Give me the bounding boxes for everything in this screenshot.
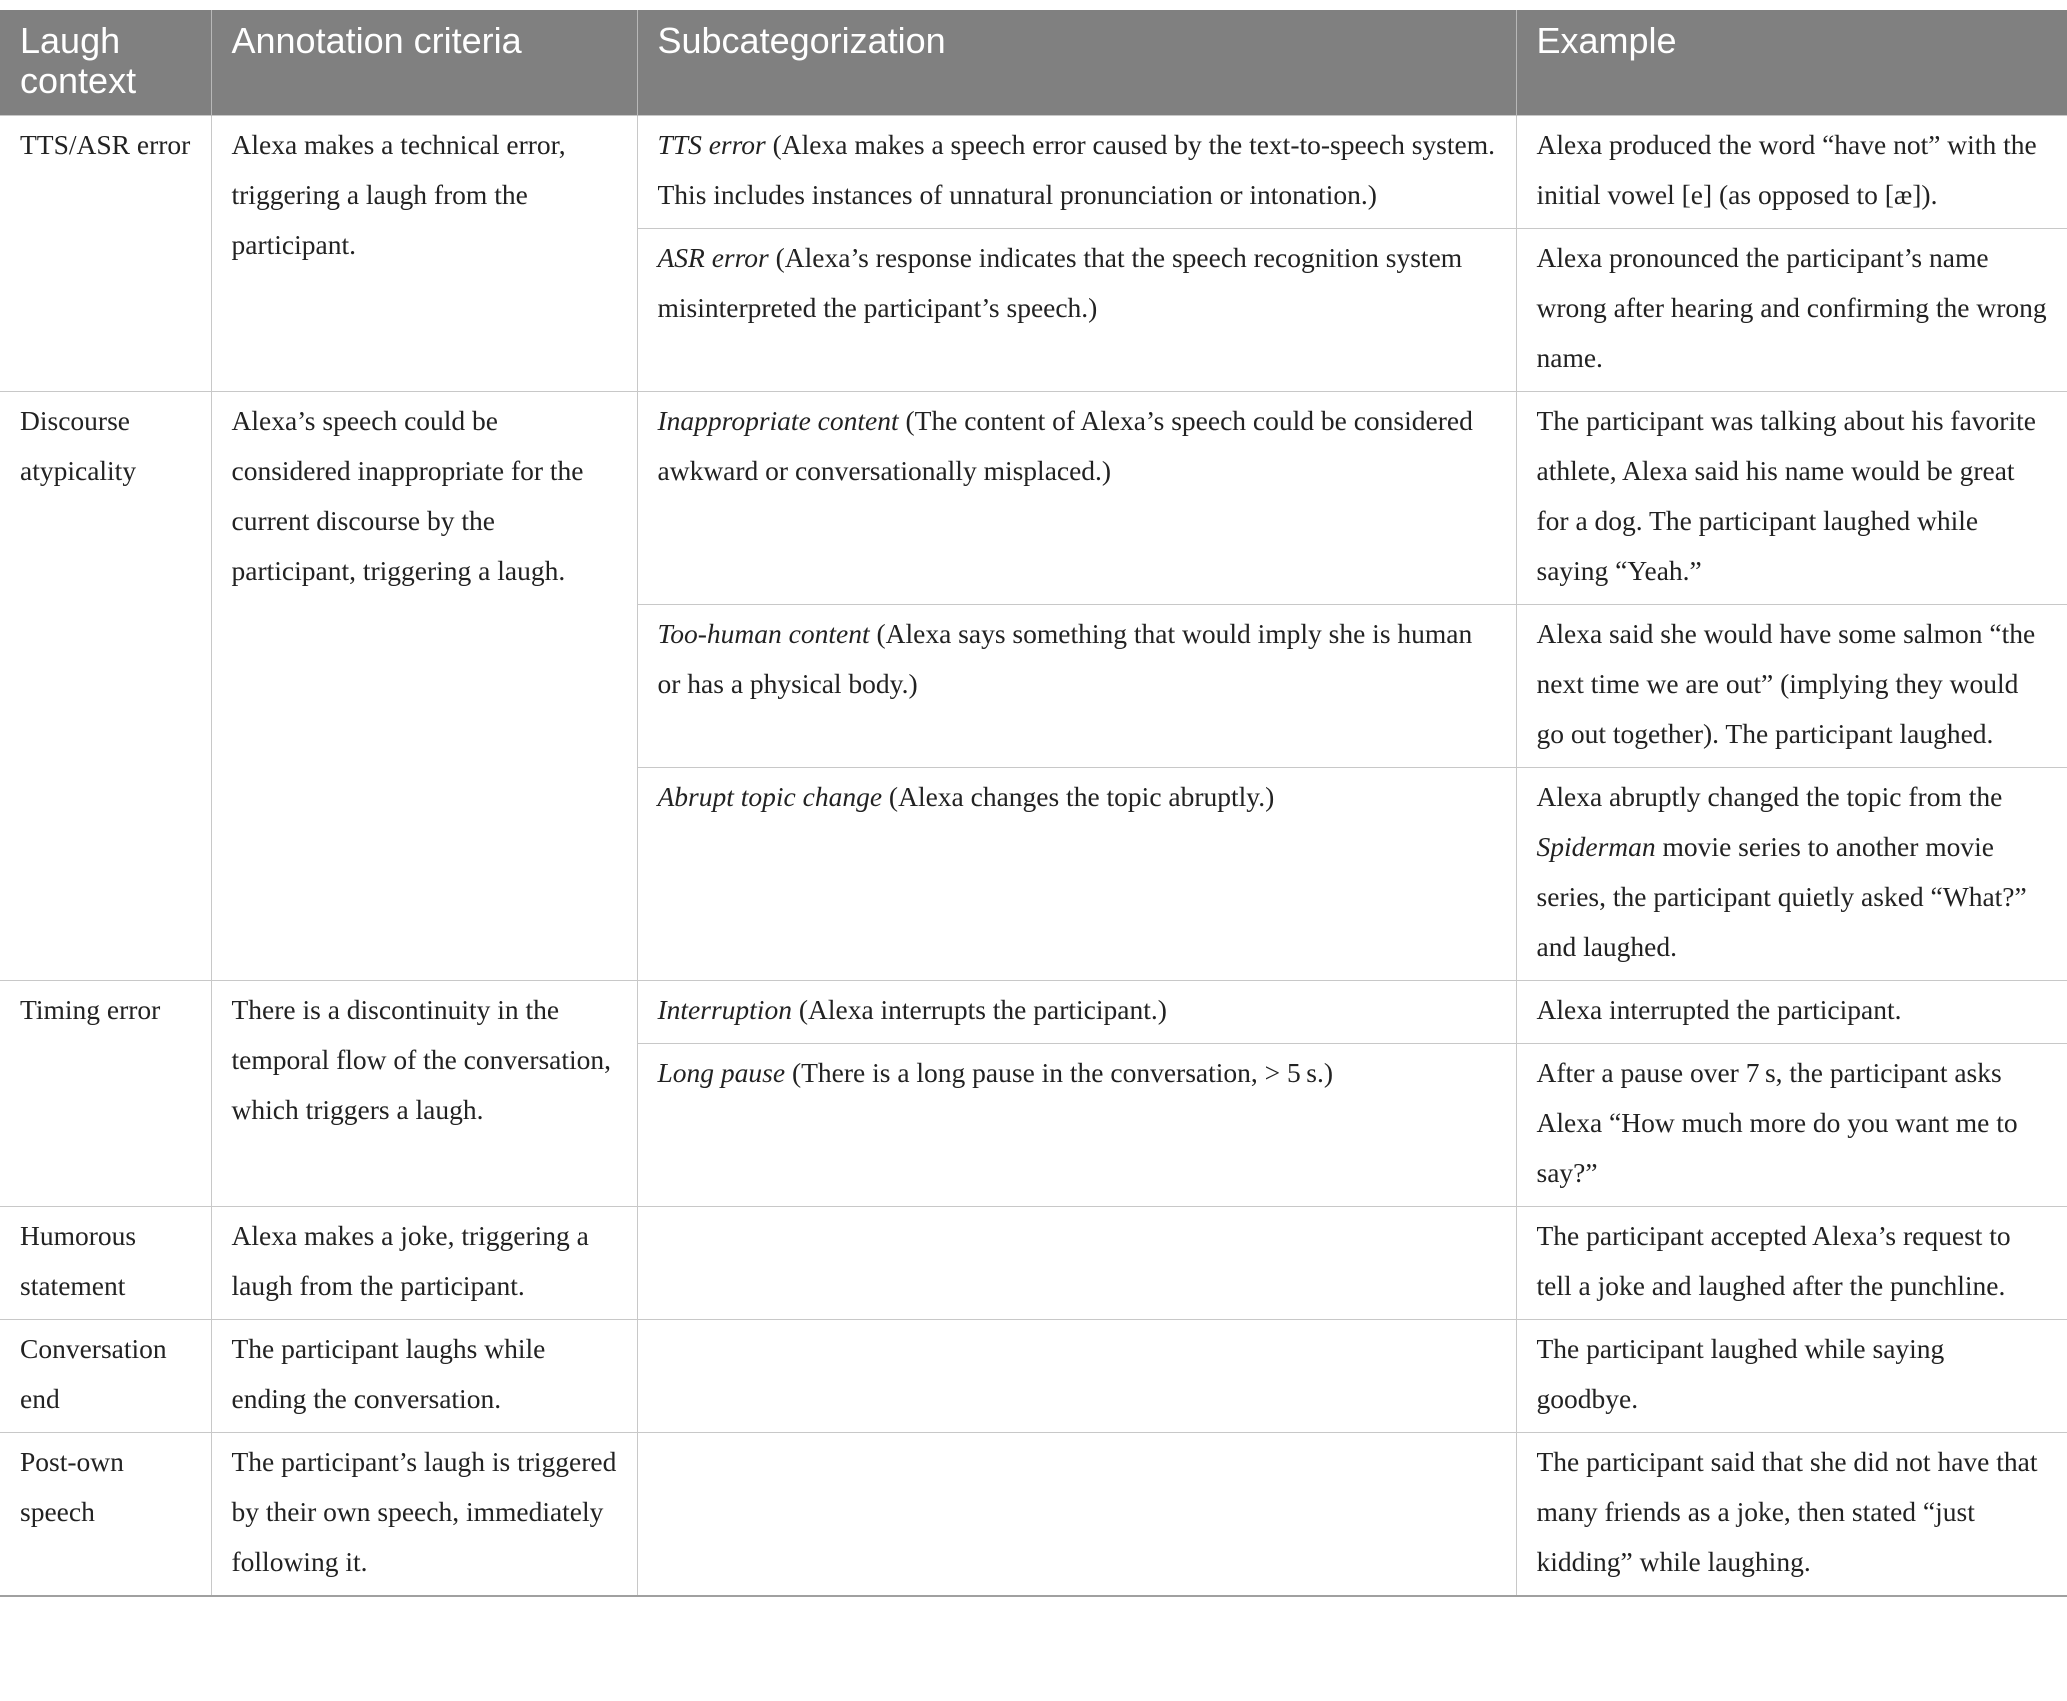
subcategory-cell bbox=[637, 605, 1516, 768]
criteria-cell: There is a discontinuity in the temporal flow of the conversation, which triggers a laugh. bbox=[211, 981, 637, 1207]
subcategory-desc: (There is a long pause in the conversation, > 5 s.) bbox=[785, 1057, 1334, 1088]
example-text: Alexa abruptly changed the topic from the bbox=[1536, 781, 2003, 812]
example-text: movie series to another movie series, the participant quietly asked “What?” and laughed. bbox=[1536, 831, 2027, 962]
criteria-cell: Alexa makes a technical error, triggering a laugh from the participant. bbox=[211, 116, 637, 392]
subcategory-cell bbox=[637, 981, 1516, 1044]
subcategory-cell bbox=[637, 1044, 1516, 1207]
laugh-context-cell: Conversation end bbox=[0, 1320, 211, 1433]
subcategory-desc: (Alexa says something that would imply she is human or has a physical body.) bbox=[657, 618, 1473, 699]
table-row bbox=[0, 1320, 2067, 1433]
subcategory-desc: (Alexa makes a speech error caused by the text-to-speech system. This includes instances of unnatural pronunciation or intonation.) bbox=[657, 129, 1495, 210]
header-subcategorization: Subcategorization bbox=[637, 10, 1516, 116]
table-container bbox=[0, 10, 2067, 1597]
example-cell: The participant was talking about his favorite athlete, Alexa said his name would be great for a dog. The participant laughed while saying “Yeah.” bbox=[1516, 392, 2067, 605]
subcategory-term: TTS error bbox=[657, 129, 766, 160]
header-laugh-context: Laugh context bbox=[0, 10, 211, 116]
subcategory-cell bbox=[637, 392, 1516, 605]
example-cell: The participant accepted Alexa’s request to tell a joke and laughed after the punchline. bbox=[1516, 1207, 2067, 1320]
subcategory-cell bbox=[637, 229, 1516, 392]
example-cell: Alexa interrupted the participant. bbox=[1516, 981, 2067, 1044]
subcategory-cell-empty bbox=[637, 1433, 1516, 1597]
subcategory-term: Abrupt topic change bbox=[657, 781, 883, 812]
subcategory-term: Interruption bbox=[657, 994, 792, 1025]
table-row bbox=[0, 981, 2067, 1044]
example-italic-title: Spiderman bbox=[1536, 831, 1656, 862]
laugh-context-cell: Timing error bbox=[0, 981, 211, 1207]
criteria-cell: Alexa’s speech could be considered inappropriate for the current discourse by the participant, triggering a laugh. bbox=[211, 392, 637, 981]
subcategory-desc: (Alexa’s response indicates that the speech recognition system misinterpreted the participant’s speech.) bbox=[657, 242, 1463, 323]
header-example: Example bbox=[1516, 10, 2067, 116]
subcategory-term: ASR error bbox=[657, 242, 769, 273]
criteria-cell: The participant’s laugh is triggered by their own speech, immediately following it. bbox=[211, 1433, 637, 1597]
laugh-context-cell: Post-own speech bbox=[0, 1433, 211, 1597]
example-cell: Alexa produced the word “have not” with the initial vowel [e] (as opposed to [æ]). bbox=[1516, 116, 2067, 229]
subcategory-desc: (Alexa interrupts the participant.) bbox=[791, 994, 1167, 1025]
table-row bbox=[0, 1207, 2067, 1320]
example-cell: Alexa said she would have some salmon “the next time we are out” (implying they would go out together). The participant laughed. bbox=[1516, 605, 2067, 768]
header-annotation-criteria: Annotation criteria bbox=[211, 10, 637, 116]
table-row bbox=[0, 392, 2067, 605]
criteria-cell: The participant laughs while ending the conversation. bbox=[211, 1320, 637, 1433]
subcategory-desc: (Alexa changes the topic abruptly.) bbox=[882, 781, 1275, 812]
subcategory-term: Inappropriate content bbox=[657, 405, 899, 436]
subcategory-cell bbox=[637, 768, 1516, 981]
example-cell: After a pause over 7 s, the participant asks Alexa “How much more do you want me to say?” bbox=[1516, 1044, 2067, 1207]
example-cell bbox=[1516, 768, 2067, 981]
subcategory-term: Long pause bbox=[657, 1057, 786, 1088]
example-cell: The participant laughed while saying goodbye. bbox=[1516, 1320, 2067, 1433]
subcategory-cell bbox=[637, 116, 1516, 229]
subcategory-cell-empty bbox=[637, 1320, 1516, 1433]
example-cell: Alexa pronounced the participant’s name wrong after hearing and confirming the wrong name. bbox=[1516, 229, 2067, 392]
laugh-context-cell: Discourse atypicality bbox=[0, 392, 211, 981]
laugh-context-table bbox=[0, 10, 2067, 1597]
laugh-context-cell: Humorous statement bbox=[0, 1207, 211, 1320]
subcategory-cell-empty bbox=[637, 1207, 1516, 1320]
table-row bbox=[0, 1433, 2067, 1597]
table-row bbox=[0, 116, 2067, 229]
laugh-context-cell: TTS/ASR error bbox=[0, 116, 211, 392]
criteria-cell: Alexa makes a joke, triggering a laugh from the participant. bbox=[211, 1207, 637, 1320]
header-row bbox=[0, 10, 2067, 116]
subcategory-desc: (The content of Alexa’s speech could be considered awkward or conversationally misplaced.) bbox=[657, 405, 1473, 486]
example-cell: The participant said that she did not have that many friends as a joke, then stated “just kidding” while laughing. bbox=[1516, 1433, 2067, 1597]
subcategory-term: Too-human content bbox=[657, 618, 870, 649]
